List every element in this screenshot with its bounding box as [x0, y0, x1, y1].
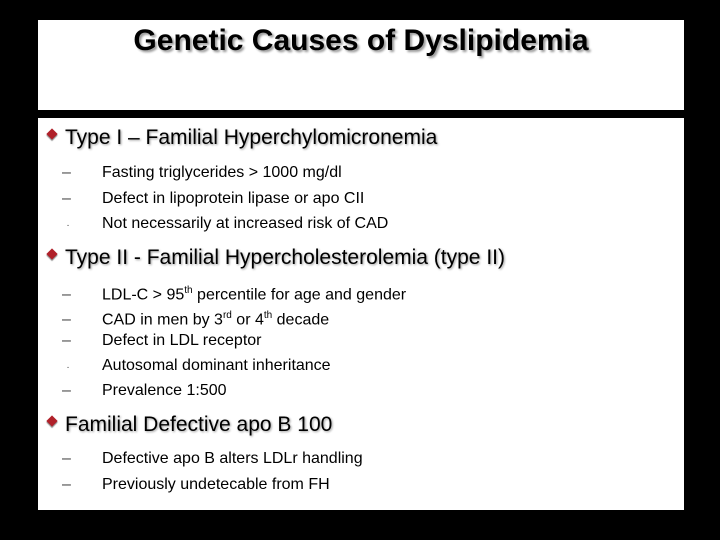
diamond-bullet-icon	[46, 415, 57, 426]
dash-marker: –	[62, 476, 71, 493]
superscript: rd	[222, 310, 232, 321]
list-item	[62, 474, 330, 496]
slide-title: Genetic Causes of Dyslipidemia	[133, 24, 589, 57]
dash-marker: –	[62, 382, 71, 399]
item-text: percentile for age and gender	[192, 286, 407, 304]
heading-text: Type I – Familial Hyperchylomicronemia	[65, 126, 438, 149]
title-panel	[38, 20, 684, 110]
list-item	[62, 162, 342, 184]
list-item	[62, 448, 363, 470]
dash-marker: –	[62, 332, 71, 349]
list-item	[62, 188, 364, 210]
item-text: Prevalence 1:500	[102, 382, 227, 399]
item-text: Fasting triglycerides > 1000 mg/dl	[102, 164, 342, 181]
section-heading-apo-b	[48, 413, 332, 443]
item-text: CAD in men by 3	[102, 311, 223, 329]
list-item	[62, 305, 329, 327]
heading-text: Type II - Familial Hypercholesterolemia (type II)	[65, 246, 505, 269]
item-text: or 4	[231, 311, 264, 329]
dash-marker: –	[62, 190, 71, 207]
diamond-bullet-icon	[46, 248, 57, 259]
superscript: th	[263, 310, 273, 321]
item-text: LDL-C > 95	[102, 286, 185, 304]
dot-marker: ·	[66, 362, 70, 373]
diamond-bullet-icon	[46, 128, 57, 139]
item-text: Defective apo B alters LDLr handling	[102, 450, 363, 467]
item-text: Defect in LDL receptor	[102, 332, 262, 349]
content-panel	[38, 118, 684, 510]
dash-marker: –	[62, 286, 71, 304]
list-item	[62, 280, 406, 302]
list-item	[62, 380, 227, 402]
dash-marker: –	[62, 164, 71, 181]
list-item	[62, 213, 388, 235]
item-text: Autosomal dominant inheritance	[102, 357, 331, 374]
item-text: Defect in lipoprotein lipase or apo CII	[102, 190, 365, 207]
dot-marker: ·	[66, 220, 70, 231]
item-text: decade	[272, 311, 330, 329]
superscript: th	[184, 285, 193, 296]
list-item	[62, 330, 261, 352]
dash-marker: –	[62, 450, 71, 467]
list-item	[62, 355, 331, 377]
heading-text: Familial Defective apo B 100	[65, 413, 333, 436]
item-text: Not necessarily at increased risk of CAD	[102, 215, 389, 232]
section-heading-type-i	[48, 126, 437, 156]
item-text: Previously undetecable from FH	[102, 476, 330, 493]
dash-marker: –	[62, 311, 71, 329]
section-heading-type-ii	[48, 246, 505, 276]
